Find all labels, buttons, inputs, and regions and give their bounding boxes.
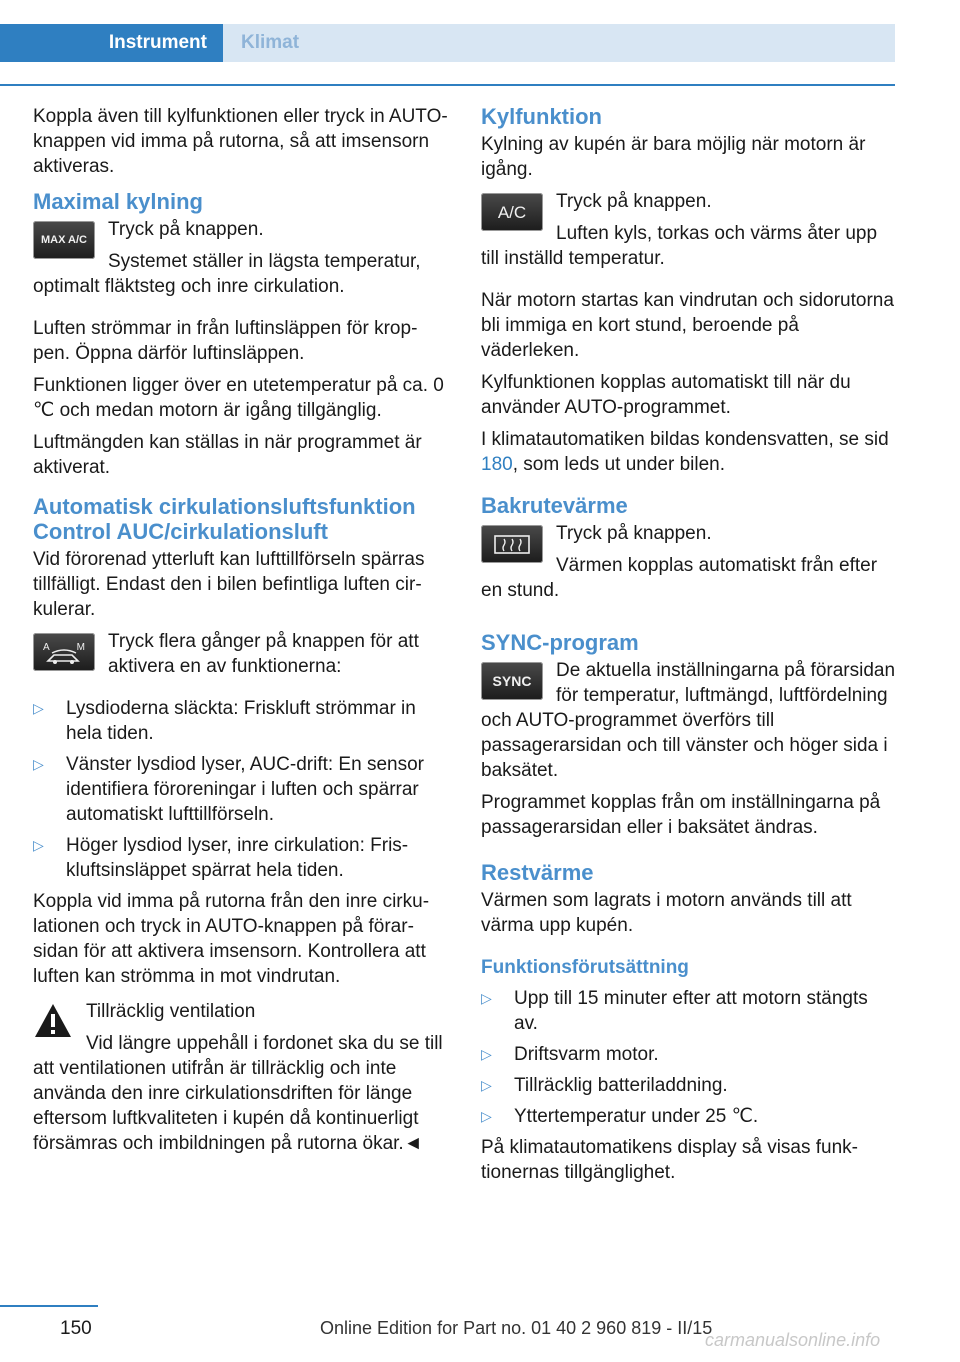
auc-p1: Vid förorenad ytterluft kan lufttillförseln spärras tillfälligt. Endast den i bilen befintliga luften cirkulerar.	[33, 549, 425, 620]
list-item	[33, 752, 448, 827]
ac-label: A/C	[497, 202, 527, 222]
kyl-p4-pre: I klimatautomatiken bildas kondensvatten, se sid	[481, 429, 889, 450]
max-ac-p1: Luften strömmar in från luftinsläppen för kroppen. Öppna därför luftinsläppen.	[33, 318, 418, 364]
left-column	[33, 104, 448, 1163]
sync-p2: Programmet kopplas från om inställningarna på passagerarsidan eller i baksätet ändras.	[481, 792, 881, 838]
max-ac-desc: Systemet ställer in lägsta temperatur, optimalt fläktsteg och inre cirkulation.	[33, 251, 421, 297]
triangle-bullet-icon: ▷	[481, 1077, 492, 1093]
list-item	[481, 986, 896, 1036]
ac-press: Tryck på knappen.	[556, 191, 712, 212]
auc-row	[33, 629, 448, 686]
heading-restvarme: Restvärme	[481, 860, 594, 885]
rear-defrost-button-icon	[481, 525, 543, 563]
header-divider	[0, 84, 895, 86]
max-ac-button-icon	[33, 221, 95, 259]
triangle-bullet-icon: ▷	[33, 837, 44, 853]
max-ac-press: Tryck på knappen.	[108, 219, 264, 240]
kyl-p3: Kylfunktionen kopplas automatiskt till när du använder AUTO-programmet.	[481, 372, 851, 418]
edition-note: Online Edition for Part no. 01 40 2 960 819 - II/15	[320, 1318, 713, 1338]
kyl-p2: När motorn startas kan vindrutan och sidorutorna bli immiga en kort stund, beroende på väderleken.	[481, 290, 894, 361]
list-item-text: Driftsvarm motor.	[514, 1044, 659, 1065]
recirculation-button-icon	[33, 633, 95, 671]
rest-p1: Värmen som lagrats i motorn används till att värma upp kupén.	[481, 890, 852, 936]
sync-button-icon	[481, 662, 543, 700]
auc-list	[33, 696, 448, 883]
auc-press: Tryck flera gånger på knappen för att aktivera en av funktionerna:	[108, 631, 419, 677]
max-ac-p3: Luftmängden kan ställas in när programmet är aktiverat.	[33, 432, 422, 478]
list-item-text: Yttertemperatur under 25 ℃.	[514, 1106, 759, 1127]
list-item-text: Höger lysdiod lyser, inre cirkulation: Friskluftsinsläppet spärrat hela tiden.	[66, 835, 409, 881]
sync-desc: De aktuella inställningarna på förarsidan för temperatur, luftmängd, luftfördelning och AUTO-programmet överförs till passagerarsidan och till vänster och höger sida i baksätet.	[481, 660, 896, 781]
rear-defrost-press: Tryck på knappen.	[556, 523, 712, 544]
ac-row	[481, 189, 896, 278]
footer-divider	[0, 1305, 98, 1307]
right-column	[481, 104, 896, 1192]
auc-led-m: M	[76, 642, 85, 653]
heading-sync: SYNC-program	[481, 630, 639, 655]
rest-list	[481, 986, 896, 1129]
heading-bakrutevarme: Bakrutevärme	[481, 493, 628, 518]
ac-button-icon	[481, 193, 543, 231]
list-item	[481, 1104, 896, 1129]
triangle-bullet-icon: ▷	[33, 700, 44, 716]
tab-instrument[interactable]: Instrument	[0, 24, 223, 62]
triangle-bullet-icon: ▷	[481, 1108, 492, 1124]
heading-auc: Automatisk cirkulationsluftsfunktion Control AUC/cirkulationsluft	[33, 494, 416, 544]
list-item	[33, 696, 448, 746]
list-item-text: Tillräcklig batteriladdning.	[514, 1075, 728, 1096]
list-item	[481, 1073, 896, 1098]
list-item-text: Lysdioderna släckta: Friskluft strömmar in hela tiden.	[66, 698, 416, 744]
max-ac-p2: Funktionen ligger över en utetemperatur på ca. 0 ℃ och medan motorn är igång tillgänglig.	[33, 375, 444, 421]
kyl-p4	[481, 427, 896, 477]
heading-maximal-kylning: Maximal kylning	[33, 189, 203, 214]
rear-window-heating-icon	[492, 532, 532, 556]
ac-desc: Luften kyls, torkas och värms åter upp till inställd temperatur.	[481, 223, 878, 269]
tab-klimat[interactable]: Klimat	[223, 24, 895, 62]
rest-p2: På klimatautomatikens display så visas funktionernas tillgänglighet.	[481, 1137, 858, 1183]
sync-label: SYNC	[492, 672, 532, 689]
triangle-bullet-icon: ▷	[481, 990, 492, 1006]
auc-p2: Koppla vid imma på rutorna från den inre cirkulationen och tryck in AUTO-knappen på förarsidan för att aktivera imsensorn. Kontrollera att luften kan strömma in mot vindrutan.	[33, 891, 430, 987]
max-ac-row	[33, 217, 448, 306]
heading-funktionsforutsattning: Funktionsförutsättning	[481, 957, 689, 978]
sync-row	[481, 658, 896, 790]
kyl-p1: Kylning av kupén är bara möjlig när motorn är igång.	[481, 134, 866, 180]
list-item	[33, 833, 448, 883]
max-ac-label: MAX A/C	[40, 233, 88, 246]
triangle-bullet-icon: ▷	[33, 756, 44, 772]
auc-led-a: A	[43, 642, 50, 653]
header-tabs	[0, 24, 895, 62]
page-number: 150	[60, 1318, 92, 1339]
page-link-180[interactable]: 180	[481, 454, 513, 475]
warning-text: Vid längre uppehåll i fordonet ska du se till att ventilationen utifrån är tillräcklig och inte använda den inre cirkulationsdriften för länge eftersom luftkvaliteten i kupén då kontinuerligt försämras och imbildningen på rutorna ökar.◄	[33, 1033, 443, 1154]
warning-title: Tillräcklig ventilation	[86, 1001, 256, 1022]
kyl-p4-post: , som leds ut under bilen.	[512, 454, 725, 475]
rear-defrost-desc: Värmen kopplas automatiskt från efter en stund.	[481, 555, 878, 601]
list-item-text: Vänster lysdiod lyser, AUC-drift: En sensor identifiera föroreningar i luften och spärrar automatiskt lufttillförseln.	[66, 754, 424, 825]
watermark: carmanualsonline.info	[705, 1330, 881, 1350]
rear-defrost-row	[481, 521, 896, 610]
warning-triangle-icon	[33, 1001, 73, 1041]
list-item	[481, 1042, 896, 1067]
list-item-text: Upp till 15 minuter efter att motorn stängts av.	[514, 988, 868, 1034]
heading-kylfunktion: Kylfunktion	[481, 104, 602, 129]
triangle-bullet-icon: ▷	[481, 1046, 492, 1062]
warning-block	[33, 999, 448, 1163]
intro-paragraph: Koppla även till kylfunktionen eller tryck in AUTO-knappen vid imma på rutorna, så att imsensorn aktiveras.	[33, 106, 448, 177]
